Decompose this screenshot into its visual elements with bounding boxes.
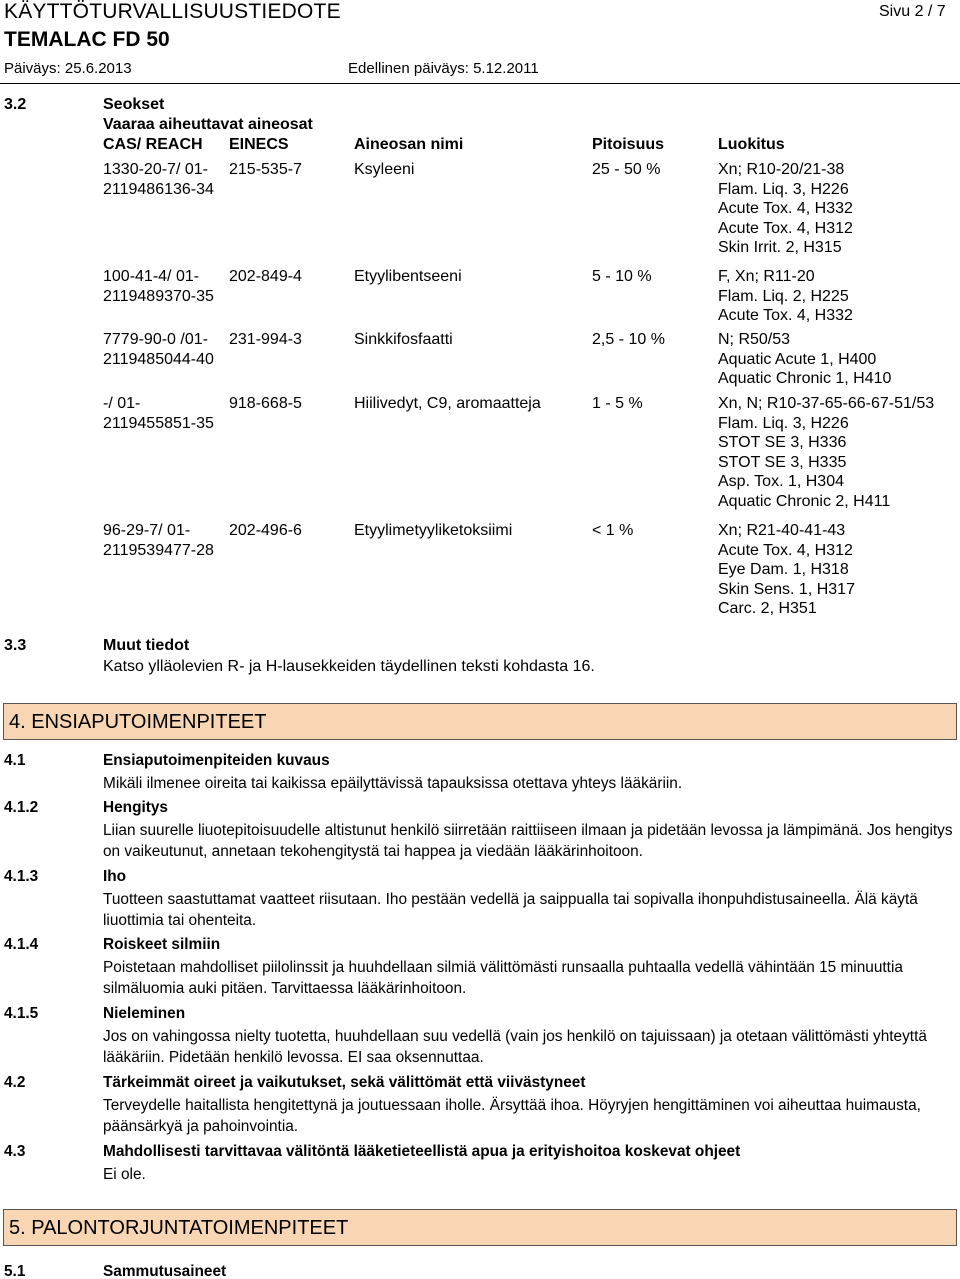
classification-line: Asp. Tox. 1, H304 [718,473,844,491]
cas-line: 2119486136-34 [103,180,214,198]
classification-line: Skin Irrit. 2, H315 [718,239,842,257]
section-number: 3.2 [4,96,27,113]
section-5-heading [3,1209,957,1246]
classification-line: Eye Dam. 1, H318 [718,561,849,579]
classification-line: Aquatic Acute 1, H400 [718,350,877,368]
classification-line: Aquatic Chronic 2, H411 [718,492,891,510]
einecs-number: 918-668-5 [229,395,302,412]
subsection-text: Tuotteen saastuttamat vaatteet riisutaan. Iho pestään vedellä ja saippualla tai sopivalla ihonpuhdistusaineella. Älä käytä liuottimia tai ohenteita. [103,891,918,929]
einecs-number: 215-535-7 [229,161,302,178]
ingredient-name: Hiilivedyt, C9, aromaatteja [354,395,541,412]
ingredient-name: Sinkkifosfaatti [354,331,453,348]
subsection-title: Sammutusaineet [103,1263,227,1279]
cas-line: 2119489370-35 [103,287,214,305]
classification [718,521,855,619]
classification-line: Aquatic Chronic 1, H410 [718,370,892,388]
section-title: Muut tiedot [103,637,190,654]
subsection-title: Hengitys [103,799,168,816]
column-header-name: Aineosan nimi [354,136,464,153]
classification-line: Xn, N; R10-37-65-66-67-51/53 [718,395,935,412]
classification-line: Xn; R10-20/21-38 [718,161,845,178]
cas-line: 1330-20-7/ 01- [103,161,208,178]
subsection-title: Nieleminen [103,1005,186,1022]
cas-line: 2119485044-40 [103,350,214,368]
cas-line: 96-29-7/ 01- [103,522,191,539]
classification-line: Flam. Liq. 2, H225 [718,287,849,305]
subsection-title: Tärkeimmät oireet ja vaikutukset, sekä välittömät että viivästyneet [103,1074,586,1091]
classification-line: Flam. Liq. 3, H226 [718,180,849,198]
classification-line: STOT SE 3, H335 [718,453,847,471]
classification [718,330,891,389]
subsection-title: Iho [103,868,127,885]
subsection-text: Terveydelle haitallista hengitettynä ja joutuessaan iholle. Ärsyttää ihoa. Höyryjen hengittäminen voi aiheuttaa huimausta, päänsärkyä ja pahoinvointia. [103,1097,921,1135]
subsection-number: 5.1 [4,1263,26,1279]
classification-line: F, Xn; R11-20 [718,268,815,285]
ingredient-name: Etyylibentseeni [354,268,462,285]
cas-line: 2119539477-28 [103,541,214,559]
column-header-concentration: Pitoisuus [592,136,665,153]
subsection-number: 4.1.2 [4,799,39,816]
section-heading-text: 4. ENSIAPUTOIMENPITEET [9,711,267,733]
cas-number [103,521,214,560]
subsection-number: 4.1 [4,752,26,769]
classification [718,267,853,326]
concentration: 2,5 - 10 % [592,331,665,348]
product-name: TEMALAC FD 50 [4,28,170,51]
einecs-number: 202-849-4 [229,268,302,285]
classification [718,160,853,258]
cas-line: 100-41-4/ 01- [103,268,200,285]
subsection-text: Poistetaan mahdolliset piilolinssit ja huuhdellaan silmiä välittömästi runsaalla puhtaalla vedellä vähintään 15 minuuttia silmäluomia auki pitäen. Tarvittaessa lääkärinhoitoon. [103,959,903,997]
cas-number [103,160,214,199]
document-title: KÄYTTÖTURVALLISUUSTIEDOTE [4,0,341,23]
concentration: < 1 % [592,522,634,539]
subsection-title: Ensiaputoimenpiteiden kuvaus [103,752,330,769]
classification-line: Acute Tox. 4, H312 [718,541,853,559]
column-header-cas: CAS/ REACH [103,136,203,153]
section-title: Seokset [103,96,165,113]
classification-line: STOT SE 3, H336 [718,434,847,452]
section-number: 3.3 [4,637,27,654]
header-divider [0,83,960,84]
classification-line: Skin Sens. 1, H317 [718,580,855,598]
subsection-text: Liian suurelle liuotepitoisuudelle altistunut henkilö siirretään raittiiseen ilmaan ja pidetään levossa ja lämpimänä. Jos hengitys on vaikeutunut, annetaan tekohengitystä tai happea ja viedään lääkärinhoitoon. [103,822,953,860]
einecs-number: 202-496-6 [229,522,302,539]
subsection-number: 4.1.4 [4,936,39,953]
subsection-text: Mikäli ilmenee oireita tai kaikissa epäilyttävissä tapauksissa otettava yhteys lääkäriin. [103,775,683,792]
classification-line: Xn; R21-40-41-43 [718,522,846,539]
cas-line: 7779-90-0 /01- [103,331,208,348]
classification-line: Carc. 2, H351 [718,600,817,618]
issue-date: Päiväys: 25.6.2013 [4,60,132,77]
section-subtitle: Vaaraa aiheuttavat aineosat [103,116,313,133]
ingredient-name: Etyylimetyyliketoksiimi [354,522,513,539]
classification-line: Acute Tox. 4, H332 [718,307,853,325]
classification-line: Flam. Liq. 3, H226 [718,414,849,432]
subsection-text: Jos on vahingossa nielty tuotetta, huuhdellaan suu vedellä (vain jos henkilö on tajuissaan) ja otetaan välittömästi yhteyttä lääkäriin. Pidetään henkilö levossa. EI saa oksennuttaa. [103,1028,927,1066]
einecs-number: 231-994-3 [229,331,302,348]
column-header-einecs: EINECS [229,136,289,153]
section-heading-text: 5. PALONTORJUNTATOIMENPITEET [9,1217,349,1239]
ingredient-name: Ksyleeni [354,161,415,178]
subsection-number: 4.1.3 [4,868,39,885]
subsection-text: Ei ole. [103,1166,146,1183]
concentration: 25 - 50 % [592,161,661,178]
section-text: Katso ylläolevien R- ja H-lausekkeiden täydellinen teksti kohdasta 16. [103,658,595,675]
subsection-title: Roiskeet silmiin [103,936,221,953]
subsection-number: 4.1.5 [4,1005,39,1022]
subsection-number: 4.3 [4,1143,26,1160]
cas-line: -/ 01- [103,395,141,412]
cas-number [103,394,214,433]
cas-number [103,330,214,369]
classification-line: Acute Tox. 4, H312 [718,219,853,237]
concentration: 1 - 5 % [592,395,643,412]
classification-line: N; R50/53 [718,331,791,348]
cas-line: 2119455851-35 [103,414,214,432]
cas-number [103,267,214,306]
previous-date: Edellinen päiväys: 5.12.2011 [348,60,539,77]
subsection-title: Mahdollisesti tarvittavaa välitöntä lääketieteellistä apua ja erityishoitoa koskevat ohjeet [103,1143,741,1160]
classification [718,394,934,512]
concentration: 5 - 10 % [592,268,652,285]
subsection-number: 4.2 [4,1074,26,1091]
column-header-classification: Luokitus [718,136,785,153]
section-4-heading [3,703,957,740]
page-number: Sivu 2 / 7 [879,3,946,20]
classification-line: Acute Tox. 4, H332 [718,200,853,218]
